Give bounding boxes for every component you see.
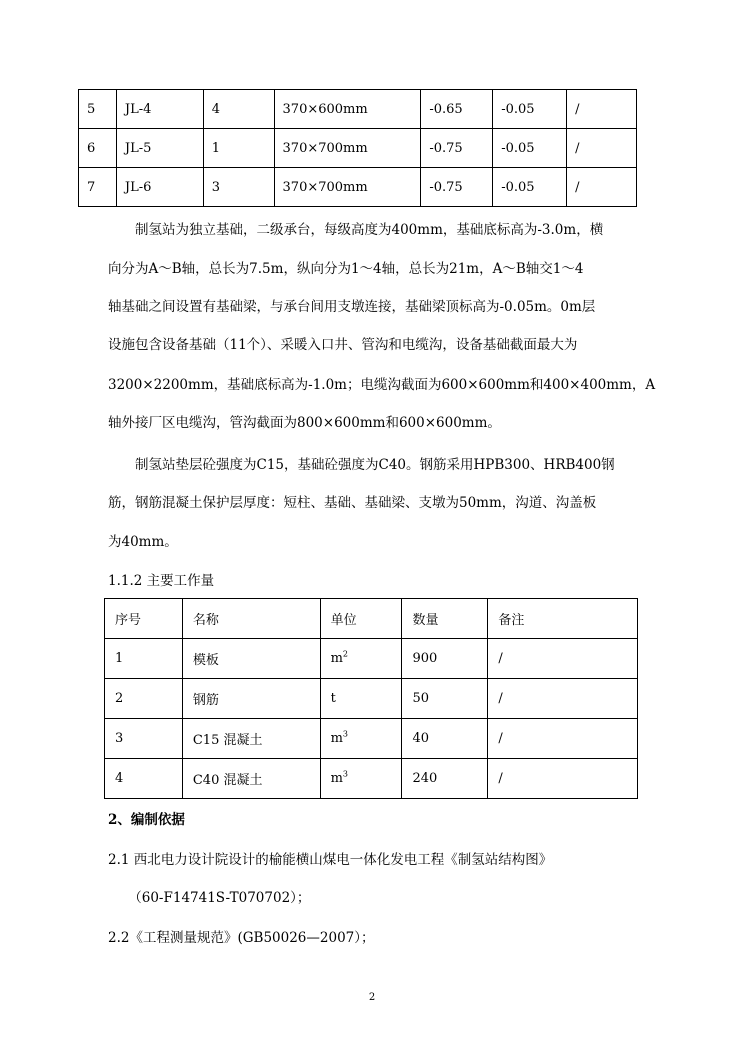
para2-line: 为40mm。: [108, 534, 178, 550]
header-no: 序号: [105, 599, 183, 639]
para2-line: 筋，钢筋混凝土保护层厚度：短柱、基础、基础梁、支墩为50mm，沟道、沟盖板: [108, 495, 597, 511]
table-header-row: [105, 599, 638, 639]
table-row: 6 JL-5 1 370×700mm -0.75 -0.05 /: [79, 129, 637, 168]
header-note: 备注: [488, 599, 638, 639]
workload-table: [104, 598, 638, 799]
para2-line: 制氢站垫层砼强度为C15，基础砼强度为C40。钢筋采用HPB300、HRB400钢: [108, 457, 615, 473]
table-row: 1 模板 $m^2$ 900 /: [105, 639, 638, 679]
beam-table: [78, 89, 637, 207]
table-row: 7 JL-6 3 370×700mm -0.75 -0.05 /: [79, 168, 637, 207]
section-heading-1-1-2: 1.1.2 主要工作量: [108, 573, 215, 589]
table-row: 5 JL-4 4 370×600mm -0.65 -0.05 /: [79, 90, 637, 129]
table-row: 4 C40 混凝土 $m^3$ 240 /: [105, 759, 638, 799]
section-heading-2: 2、编制依据: [108, 812, 185, 828]
header-unit: 单位: [320, 599, 402, 639]
table-row: 3 C15 混凝土 $m^3$ 40 /: [105, 719, 638, 759]
reference-2-1: 2.1 西北电力设计院设计的榆能横山煤电一体化发电工程《制氢站结构图》: [108, 852, 553, 868]
reference-2-1-code: （60-F14741S-T070702）；: [108, 890, 311, 906]
para1-line: 制氢站为独立基础，二级承台，每级高度为400mm，基础底标高为-3.0m，横: [108, 222, 604, 238]
para1-line: 轴外接厂区电缆沟，管沟截面为800×600mm和600×600mm。: [108, 415, 501, 431]
para1-line: 设施包含设备基础（11个）、采暖入口井、管沟和电缆沟，设备基础截面最大为: [108, 337, 578, 353]
para1-line: 3200×2200mm，基础底标高为-1.0m；电缆沟截面为600×600mm和400×400mm，A: [108, 377, 656, 393]
header-name: 名称: [182, 599, 320, 639]
para1-line: 向分为A～B轴，总长为7.5m，纵向分为1～4轴，总长为21m，A～B轴交1～4: [108, 261, 584, 277]
header-qty: 数量: [402, 599, 488, 639]
table-row: 2 钢筋 t 50 /: [105, 679, 638, 719]
page-number: 2: [368, 992, 376, 1003]
reference-2-2: 2.2《工程测量规范》(GB50026—2007）；: [108, 930, 375, 946]
para1-line: 轴基础之间设置有基础梁，与承台间用支墩连接，基础梁顶标高为-0.05m。0m层: [108, 299, 596, 315]
